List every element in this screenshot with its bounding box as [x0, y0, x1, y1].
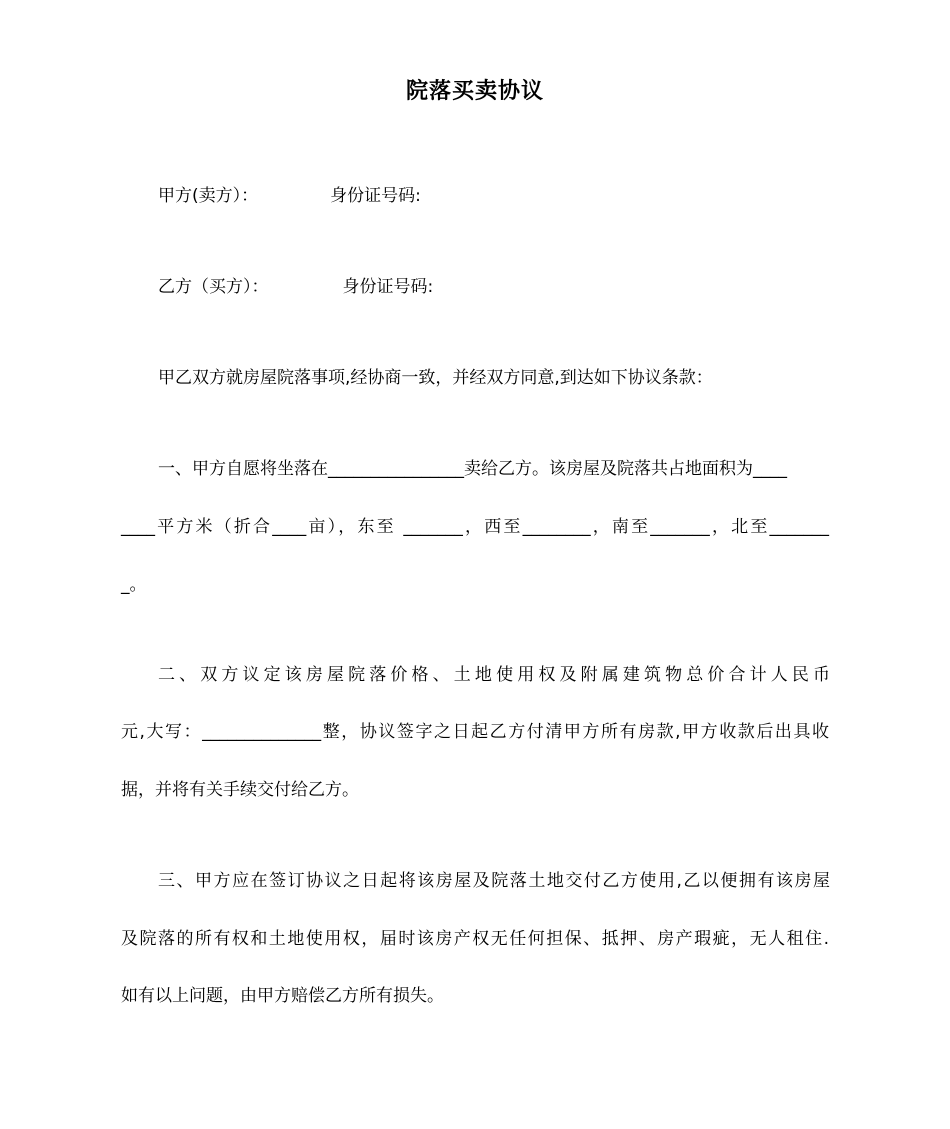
clause-3-line-2: 及院落的所有权和土地使用权，届时该房产权无任何担保、抵押、房产瑕疵，无人租住. [121, 929, 829, 949]
party-b-id-label: 身份证号码: [342, 277, 434, 297]
party-b-label: 乙方（买方）： [158, 277, 269, 297]
clause-2-line-3: 据，并将有关手续交付给乙方。 [121, 780, 359, 800]
document-title: 院落买卖协议 [405, 79, 544, 104]
clause-1-line-1: 一、甲方自愿将坐落在________________卖给乙方。该房屋及院落共占地面积为____ [158, 459, 787, 479]
clause-3-line-3: 如有以上问题，由甲方赔偿乙方所有损失。 [121, 986, 444, 1006]
party-a-label: 甲方(卖方）： [158, 186, 259, 206]
clause-2-line-1: 二、双方议定该房屋院落价格、土地使用权及附属建筑物总价合计人民币 [158, 665, 830, 685]
clause-2-line-2: 元,大写：______________整，协议签字之日起乙方付清甲方所有房款,甲方收款后出具收 [121, 722, 829, 742]
clause-1-line-2: ____平方米（折合____亩），东至 _______，西至________，南至_______，北至_______ [121, 517, 829, 537]
party-a-line [158, 185, 421, 207]
party-b-line [158, 276, 433, 298]
intro-paragraph: 甲乙双方就房屋院落事项,经协商一致，并经双方同意,到达如下协议条款： [158, 368, 713, 388]
party-a-id-label: 身份证号码: [330, 186, 421, 206]
clause-1-line-3: _。 [121, 575, 147, 595]
clause-3-line-1: 三、甲方应在签订协议之日起将该房屋及院落土地交付乙方使用,乙以便拥有该房屋 [158, 871, 830, 891]
